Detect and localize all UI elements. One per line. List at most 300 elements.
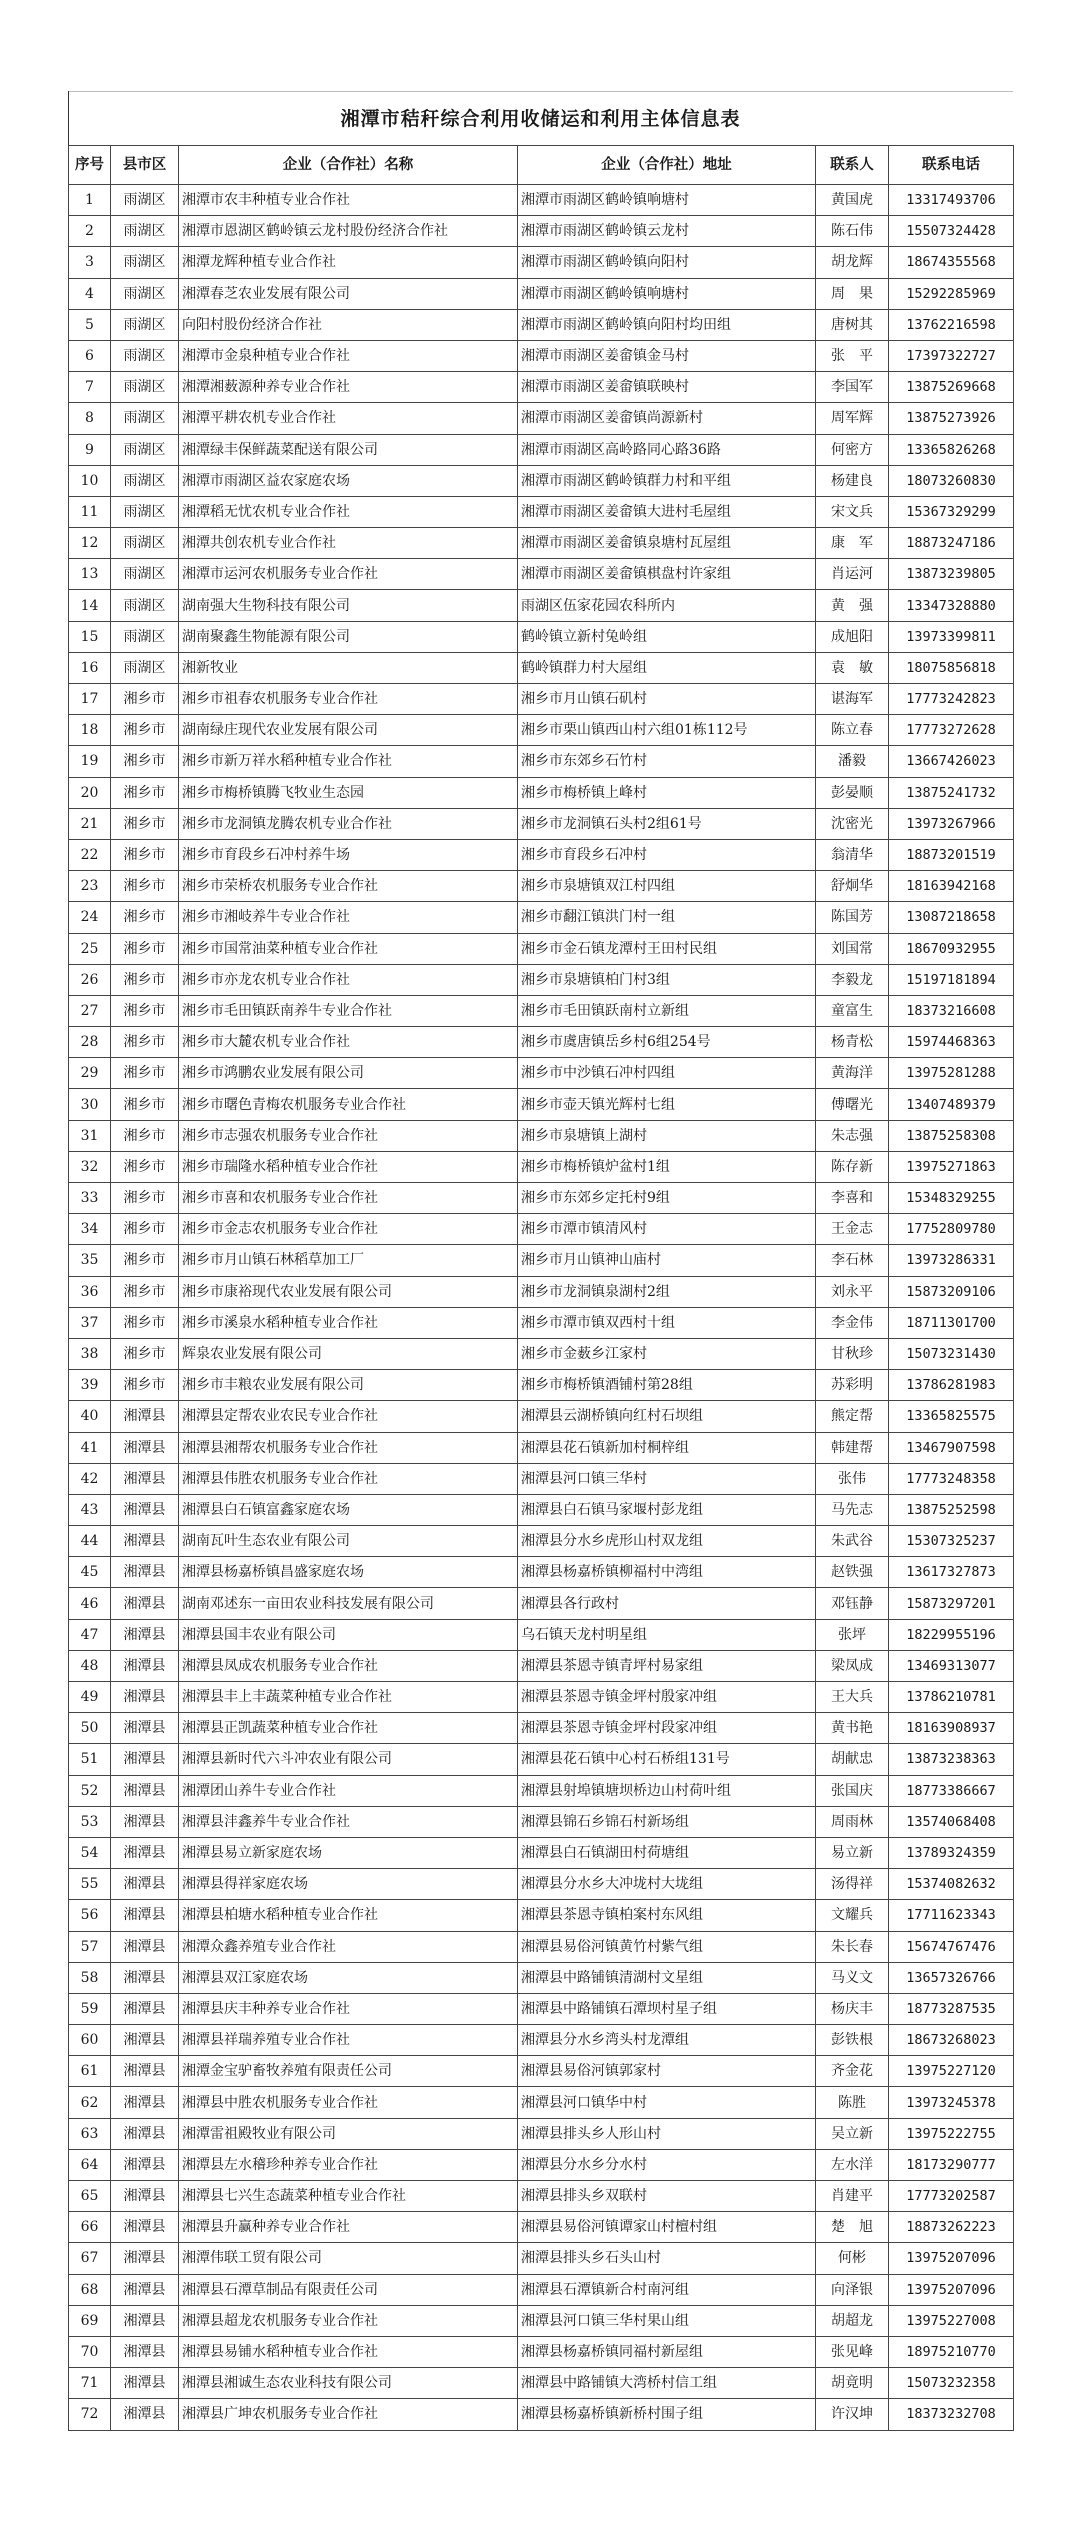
cell-address: 湘潭县分水乡分水村: [518, 2149, 816, 2180]
cell-phone: 18075856818: [889, 652, 1014, 683]
cell-phone: 13873238363: [889, 1744, 1014, 1775]
cell-address: 湘潭县易俗河镇黄竹村紫气组: [518, 1931, 816, 1962]
cell-contact: 傅曙光: [816, 1089, 889, 1120]
cell-address: 湘乡市金石镇龙潭村王田村民组: [518, 933, 816, 964]
cell-county: 湘潭县: [111, 2087, 179, 2118]
cell-name: 湘乡市鸿鹏农业发展有限公司: [179, 1058, 518, 1089]
cell-phone: 13875258308: [889, 1120, 1014, 1151]
table-row: [69, 777, 1014, 808]
cell-contact: 张坪: [816, 1619, 889, 1650]
cell-county: 雨湖区: [111, 621, 179, 652]
cell-phone: 13973399811: [889, 621, 1014, 652]
cell-county: 湘潭县: [111, 2305, 179, 2336]
table-row: [69, 1027, 1014, 1058]
cell-index: 30: [69, 1089, 111, 1120]
cell-county: 湘乡市: [111, 715, 179, 746]
cell-index: 58: [69, 1962, 111, 1993]
cell-name: 湘潭县得祥家庭农场: [179, 1869, 518, 1900]
cell-index: 11: [69, 496, 111, 527]
cell-address: 湘潭县茶恩寺镇青坪村易家组: [518, 1650, 816, 1681]
table-row: [69, 247, 1014, 278]
cell-name: 湘潭县双江家庭农场: [179, 1962, 518, 1993]
cell-index: 7: [69, 372, 111, 403]
table-row: [69, 2149, 1014, 2180]
cell-index: 38: [69, 1338, 111, 1369]
cell-county: 湘潭县: [111, 1900, 179, 1931]
cell-contact: 李喜和: [816, 1183, 889, 1214]
cell-name: 湘潭县丰上丰蔬菜种植专业合作社: [179, 1682, 518, 1713]
cell-name: 湘潭县左水稽珍种养专业合作社: [179, 2149, 518, 2180]
cell-index: 49: [69, 1682, 111, 1713]
cell-index: 5: [69, 309, 111, 340]
table-row: [69, 839, 1014, 870]
cell-address: 鹤岭镇立新村兔岭组: [518, 621, 816, 652]
cell-phone: 13347328880: [889, 590, 1014, 621]
cell-contact: 苏彩明: [816, 1370, 889, 1401]
col-header-phone: 联系电话: [889, 146, 1014, 185]
table-row: [69, 1494, 1014, 1525]
cell-address: 湘潭县中路铺镇清湖村文星组: [518, 1962, 816, 1993]
table-row: [69, 2181, 1014, 2212]
cell-phone: 13786281983: [889, 1370, 1014, 1401]
table-row: [69, 1370, 1014, 1401]
cell-address: 湘潭县茶恩寺镇柏案村东风组: [518, 1900, 816, 1931]
col-header-index: 序号: [69, 146, 111, 185]
cell-county: 湘乡市: [111, 1027, 179, 1058]
cell-contact: 胡竟明: [816, 2368, 889, 2399]
table-row: [69, 2336, 1014, 2367]
cell-name: 湖南瓦叶生态农业有限公司: [179, 1526, 518, 1557]
cell-index: 42: [69, 1463, 111, 1494]
cell-phone: 13975207096: [889, 2274, 1014, 2305]
table-row: [69, 216, 1014, 247]
cell-contact: 何彬: [816, 2243, 889, 2274]
cell-address: 湘乡市梅桥镇上峰村: [518, 777, 816, 808]
cell-county: 湘乡市: [111, 1058, 179, 1089]
cell-county: 湘潭县: [111, 1494, 179, 1525]
cell-contact: 张见峰: [816, 2336, 889, 2367]
cell-county: 湘潭县: [111, 1962, 179, 1993]
cell-index: 6: [69, 340, 111, 371]
cell-name: 湘潭县七兴生态蔬菜种植专业合作社: [179, 2181, 518, 2212]
cell-phone: 18163908937: [889, 1713, 1014, 1744]
cell-county: 雨湖区: [111, 465, 179, 496]
cell-phone: 13973286331: [889, 1245, 1014, 1276]
cell-phone: 13667426023: [889, 746, 1014, 777]
cell-address: 湘潭市雨湖区姜畲镇泉塘村瓦屋组: [518, 528, 816, 559]
cell-name: 湘潭众鑫养殖专业合作社: [179, 1931, 518, 1962]
cell-name: 湖南强大生物科技有限公司: [179, 590, 518, 621]
table-row: [69, 1931, 1014, 1962]
cell-contact: 陈胜: [816, 2087, 889, 2118]
cell-county: 湘潭县: [111, 2181, 179, 2212]
cell-index: 4: [69, 278, 111, 309]
cell-address: 湘潭县花石镇中心村石桥组131号: [518, 1744, 816, 1775]
cell-phone: 18073260830: [889, 465, 1014, 496]
cell-index: 39: [69, 1370, 111, 1401]
table-row: [69, 2087, 1014, 2118]
cell-address: 湘潭市雨湖区鹤岭镇响塘村: [518, 185, 816, 216]
cell-name: 湘乡市龙洞镇龙腾农机专业合作社: [179, 808, 518, 839]
cell-contact: 李国军: [816, 372, 889, 403]
cell-county: 雨湖区: [111, 309, 179, 340]
cell-county: 湘潭县: [111, 1837, 179, 1868]
cell-county: 湘乡市: [111, 1089, 179, 1120]
cell-name: 湘潭伟联工贸有限公司: [179, 2243, 518, 2274]
cell-county: 湘潭县: [111, 1557, 179, 1588]
cell-phone: 13365825575: [889, 1401, 1014, 1432]
cell-phone: 15292285969: [889, 278, 1014, 309]
cell-phone: 13873239805: [889, 559, 1014, 590]
cell-contact: 梁凤成: [816, 1650, 889, 1681]
cell-address: 湘潭县锦石乡锦石村新场组: [518, 1806, 816, 1837]
cell-address: 湘乡市壶天镇光辉村七组: [518, 1089, 816, 1120]
table-row: [69, 1744, 1014, 1775]
table-row: [69, 1619, 1014, 1650]
cell-name: 湘乡市康裕现代农业发展有限公司: [179, 1276, 518, 1307]
cell-index: 37: [69, 1307, 111, 1338]
cell-name: 湘乡市喜和农机服务专业合作社: [179, 1183, 518, 1214]
cell-contact: 陈立春: [816, 715, 889, 746]
table-row: [69, 278, 1014, 309]
cell-address: 湘潭市雨湖区姜畲镇棋盘村许家组: [518, 559, 816, 590]
table-row: [69, 590, 1014, 621]
table-row: [69, 1993, 1014, 2024]
cell-contact: 熊定帮: [816, 1401, 889, 1432]
cell-county: 湘潭县: [111, 1713, 179, 1744]
table-row: [69, 1214, 1014, 1245]
cell-index: 26: [69, 964, 111, 995]
cell-name: 湖南绿庄现代农业发展有限公司: [179, 715, 518, 746]
cell-address: 湘乡市泉塘镇双江村四组: [518, 871, 816, 902]
table-row: [69, 1338, 1014, 1369]
cell-contact: 李金伟: [816, 1307, 889, 1338]
cell-county: 雨湖区: [111, 496, 179, 527]
cell-phone: 18373216608: [889, 995, 1014, 1026]
cell-index: 61: [69, 2056, 111, 2087]
cell-contact: 楚 旭: [816, 2212, 889, 2243]
cell-contact: 黄国虎: [816, 185, 889, 216]
cell-name: 湘潭湘薮源种养专业合作社: [179, 372, 518, 403]
cell-county: 湘潭县: [111, 2399, 179, 2430]
cell-index: 66: [69, 2212, 111, 2243]
cell-address: 湘潭县各行政村: [518, 1588, 816, 1619]
cell-phone: 13317493706: [889, 185, 1014, 216]
cell-name: 湘潭县国丰农业有限公司: [179, 1619, 518, 1650]
cell-county: 湘潭县: [111, 2243, 179, 2274]
table-row: [69, 1526, 1014, 1557]
table-row: [69, 1869, 1014, 1900]
cell-phone: 18711301700: [889, 1307, 1014, 1338]
cell-contact: 彭铁根: [816, 2025, 889, 2056]
cell-address: 湘乡市潭市镇清风村: [518, 1214, 816, 1245]
cell-contact: 向泽银: [816, 2274, 889, 2305]
cell-address: 湘乡市泉塘镇上湖村: [518, 1120, 816, 1151]
cell-contact: 张 平: [816, 340, 889, 371]
cell-address: 湘乡市虞唐镇岳乡村6组254号: [518, 1027, 816, 1058]
cell-contact: 陈存新: [816, 1151, 889, 1182]
cell-index: 33: [69, 1183, 111, 1214]
cell-index: 64: [69, 2149, 111, 2180]
cell-address: 湘潭市雨湖区姜畲镇联映村: [518, 372, 816, 403]
cell-contact: 翁清华: [816, 839, 889, 870]
cell-contact: 周 果: [816, 278, 889, 309]
cell-county: 雨湖区: [111, 652, 179, 683]
cell-phone: 13975222755: [889, 2118, 1014, 2149]
cell-county: 湘乡市: [111, 777, 179, 808]
cell-phone: 18975210770: [889, 2336, 1014, 2367]
cell-county: 湘乡市: [111, 839, 179, 870]
cell-county: 湘潭县: [111, 1806, 179, 1837]
cell-address: 湘潭县射埠镇塘坝桥边山村荷叶组: [518, 1775, 816, 1806]
cell-name: 湘潭县湘诚生态农业科技有限公司: [179, 2368, 518, 2399]
cell-contact: 马义文: [816, 1962, 889, 1993]
cell-phone: 15197181894: [889, 964, 1014, 995]
cell-name: 湘新牧业: [179, 652, 518, 683]
cell-phone: 13789324359: [889, 1837, 1014, 1868]
cell-phone: 13975281288: [889, 1058, 1014, 1089]
cell-name: 湘乡市大麓农机专业合作社: [179, 1027, 518, 1058]
cell-index: 21: [69, 808, 111, 839]
cell-address: 湘乡市东郊乡定托村9组: [518, 1183, 816, 1214]
cell-name: 湘乡市志强农机服务专业合作社: [179, 1120, 518, 1151]
table-row: [69, 2274, 1014, 2305]
cell-county: 湘潭县: [111, 2025, 179, 2056]
cell-name: 湘潭平耕农机专业合作社: [179, 403, 518, 434]
cell-phone: 18163942168: [889, 871, 1014, 902]
cell-county: 湘潭县: [111, 1650, 179, 1681]
cell-address: 湘乡市育段乡石冲村: [518, 839, 816, 870]
table-row: [69, 1650, 1014, 1681]
cell-phone: 15307325237: [889, 1526, 1014, 1557]
info-table: [68, 145, 1014, 2431]
cell-contact: 王金志: [816, 1214, 889, 1245]
cell-county: 雨湖区: [111, 247, 179, 278]
cell-contact: 陈国芳: [816, 902, 889, 933]
cell-county: 湘乡市: [111, 1307, 179, 1338]
cell-contact: 彭晏顺: [816, 777, 889, 808]
cell-address: 湘潭县河口镇三华村果山组: [518, 2305, 816, 2336]
table-row: [69, 2305, 1014, 2336]
cell-index: 34: [69, 1214, 111, 1245]
cell-contact: 文耀兵: [816, 1900, 889, 1931]
cell-address: 湘潭市雨湖区高岭路同心路36路: [518, 434, 816, 465]
cell-name: 湘乡市国常油菜种植专业合作社: [179, 933, 518, 964]
cell-index: 45: [69, 1557, 111, 1588]
cell-phone: 18873247186: [889, 528, 1014, 559]
cell-name: 湘乡市育段乡石冲村养牛场: [179, 839, 518, 870]
cell-county: 湘潭县: [111, 1619, 179, 1650]
cell-contact: 朱长春: [816, 1931, 889, 1962]
col-header-contact: 联系人: [816, 146, 889, 185]
cell-county: 湘潭县: [111, 2368, 179, 2399]
table-row: [69, 1806, 1014, 1837]
cell-index: 10: [69, 465, 111, 496]
cell-index: 22: [69, 839, 111, 870]
col-header-name: 企业（合作社）名称: [179, 146, 518, 185]
cell-address: 湘潭市雨湖区鹤岭镇响塘村: [518, 278, 816, 309]
cell-name: 湘乡市月山镇石林稻草加工厂: [179, 1245, 518, 1276]
cell-phone: 13786210781: [889, 1682, 1014, 1713]
cell-index: 62: [69, 2087, 111, 2118]
table-row: [69, 403, 1014, 434]
top-rule: [68, 91, 1013, 92]
cell-name: 湘潭市农丰种植专业合作社: [179, 185, 518, 216]
table-row: [69, 528, 1014, 559]
cell-phone: 17752809780: [889, 1214, 1014, 1245]
cell-name: 湘乡市湘岐养牛专业合作社: [179, 902, 518, 933]
cell-address: 湘潭县云湖桥镇向红村石坝组: [518, 1401, 816, 1432]
cell-name: 湘潭县凤成农机服务专业合作社: [179, 1650, 518, 1681]
cell-contact: 周军辉: [816, 403, 889, 434]
cell-name: 湘潭县伟胜农机服务专业合作社: [179, 1463, 518, 1494]
cell-phone: 17397322727: [889, 340, 1014, 371]
cell-phone: 13875241732: [889, 777, 1014, 808]
cell-county: 湘乡市: [111, 1120, 179, 1151]
cell-index: 25: [69, 933, 111, 964]
cell-address: 湘潭县花石镇新加村桐梓组: [518, 1432, 816, 1463]
table-row: [69, 1463, 1014, 1494]
cell-contact: 李石林: [816, 1245, 889, 1276]
cell-phone: 15348329255: [889, 1183, 1014, 1214]
cell-county: 湘乡市: [111, 1183, 179, 1214]
cell-index: 3: [69, 247, 111, 278]
cell-contact: 刘永平: [816, 1276, 889, 1307]
cell-phone: 15507324428: [889, 216, 1014, 247]
cell-name: 湘潭雷祖殿牧业有限公司: [179, 2118, 518, 2149]
cell-contact: 吴立新: [816, 2118, 889, 2149]
table-row: [69, 1183, 1014, 1214]
cell-index: 48: [69, 1650, 111, 1681]
table-row: [69, 1713, 1014, 1744]
cell-county: 湘乡市: [111, 746, 179, 777]
cell-county: 湘乡市: [111, 964, 179, 995]
cell-phone: 15974468363: [889, 1027, 1014, 1058]
table-row: [69, 715, 1014, 746]
cell-index: 2: [69, 216, 111, 247]
cell-name: 湘潭县超龙农机服务专业合作社: [179, 2305, 518, 2336]
cell-phone: 18773287535: [889, 1993, 1014, 2024]
table-row: [69, 964, 1014, 995]
table-row: [69, 309, 1014, 340]
cell-name: 湘乡市祖春农机服务专业合作社: [179, 684, 518, 715]
cell-address: 湘乡市潭市镇双西村十组: [518, 1307, 816, 1338]
cell-name: 湘潭春芝农业发展有限公司: [179, 278, 518, 309]
cell-index: 27: [69, 995, 111, 1026]
cell-phone: 15073232358: [889, 2368, 1014, 2399]
cell-index: 24: [69, 902, 111, 933]
cell-phone: 15374082632: [889, 1869, 1014, 1900]
cell-county: 湘乡市: [111, 1245, 179, 1276]
cell-county: 湘乡市: [111, 1370, 179, 1401]
cell-index: 8: [69, 403, 111, 434]
cell-county: 雨湖区: [111, 528, 179, 559]
cell-index: 54: [69, 1837, 111, 1868]
cell-contact: 易立新: [816, 1837, 889, 1868]
table-row: [69, 1588, 1014, 1619]
cell-phone: 13975207096: [889, 2243, 1014, 2274]
cell-index: 1: [69, 185, 111, 216]
cell-name: 湘潭市雨湖区益农家庭农场: [179, 465, 518, 496]
cell-index: 65: [69, 2181, 111, 2212]
cell-phone: 17773242823: [889, 684, 1014, 715]
col-header-county: 县市区: [111, 146, 179, 185]
cell-county: 雨湖区: [111, 216, 179, 247]
cell-index: 57: [69, 1931, 111, 1962]
cell-name: 湘乡市溪泉水稻种植专业合作社: [179, 1307, 518, 1338]
cell-contact: 童富生: [816, 995, 889, 1026]
cell-contact: 王大兵: [816, 1682, 889, 1713]
cell-county: 湘潭县: [111, 1993, 179, 2024]
cell-county: 湘乡市: [111, 1276, 179, 1307]
cell-name: 湘乡市金志农机服务专业合作社: [179, 1214, 518, 1245]
cell-contact: 甘秋珍: [816, 1338, 889, 1369]
cell-index: 43: [69, 1494, 111, 1525]
cell-name: 湘潭县石潭草制品有限责任公司: [179, 2274, 518, 2305]
cell-name: 湘乡市丰粮农业发展有限公司: [179, 1370, 518, 1401]
cell-county: 湘乡市: [111, 1338, 179, 1369]
cell-address: 湘乡市月山镇神山庙村: [518, 1245, 816, 1276]
cell-phone: 17773272628: [889, 715, 1014, 746]
cell-county: 雨湖区: [111, 590, 179, 621]
cell-phone: 13617327873: [889, 1557, 1014, 1588]
table-row: [69, 2399, 1014, 2430]
cell-index: 29: [69, 1058, 111, 1089]
cell-name: 湘潭市金泉种植专业合作社: [179, 340, 518, 371]
table-row: [69, 995, 1014, 1026]
cell-address: 湘潭县分水乡湾头村龙潭组: [518, 2025, 816, 2056]
cell-index: 31: [69, 1120, 111, 1151]
cell-county: 湘乡市: [111, 933, 179, 964]
table-row: [69, 559, 1014, 590]
cell-name: 湘乡市毛田镇跃南养牛专业合作社: [179, 995, 518, 1026]
cell-phone: 18873201519: [889, 839, 1014, 870]
cell-phone: 13469313077: [889, 1650, 1014, 1681]
cell-name: 湖南聚鑫生物能源有限公司: [179, 621, 518, 652]
cell-name: 湘潭市运河农机服务专业合作社: [179, 559, 518, 590]
cell-county: 湘潭县: [111, 1744, 179, 1775]
cell-name: 湘潭县定帮农业农民专业合作社: [179, 1401, 518, 1432]
cell-index: 13: [69, 559, 111, 590]
cell-phone: 17773248358: [889, 1463, 1014, 1494]
cell-phone: 18674355568: [889, 247, 1014, 278]
cell-name: 湘潭团山养牛专业合作社: [179, 1775, 518, 1806]
table-row: [69, 871, 1014, 902]
table-row: [69, 2368, 1014, 2399]
cell-phone: 13574068408: [889, 1806, 1014, 1837]
cell-address: 湘潭县茶恩寺镇金坪村段家冲组: [518, 1713, 816, 1744]
cell-contact: 周雨林: [816, 1806, 889, 1837]
cell-name: 湘潭县庆丰种养专业合作社: [179, 1993, 518, 2024]
cell-address: 湘潭县排头乡石头山村: [518, 2243, 816, 2274]
cell-name: 湘乡市梅桥镇腾飞牧业生态园: [179, 777, 518, 808]
cell-county: 湘潭县: [111, 2118, 179, 2149]
cell-contact: 邓钰静: [816, 1588, 889, 1619]
cell-address: 湘乡市翻江镇洪门村一组: [518, 902, 816, 933]
table-row: [69, 933, 1014, 964]
cell-contact: 黄书艳: [816, 1713, 889, 1744]
cell-phone: 13875273926: [889, 403, 1014, 434]
cell-index: 68: [69, 2274, 111, 2305]
table-row: [69, 1058, 1014, 1089]
cell-contact: 谌海军: [816, 684, 889, 715]
cell-contact: 何密方: [816, 434, 889, 465]
cell-contact: 黄海洋: [816, 1058, 889, 1089]
cell-address: 湘乡市金薮乡江家村: [518, 1338, 816, 1369]
table-row: [69, 1432, 1014, 1463]
cell-county: 雨湖区: [111, 434, 179, 465]
table-row: [69, 1120, 1014, 1151]
